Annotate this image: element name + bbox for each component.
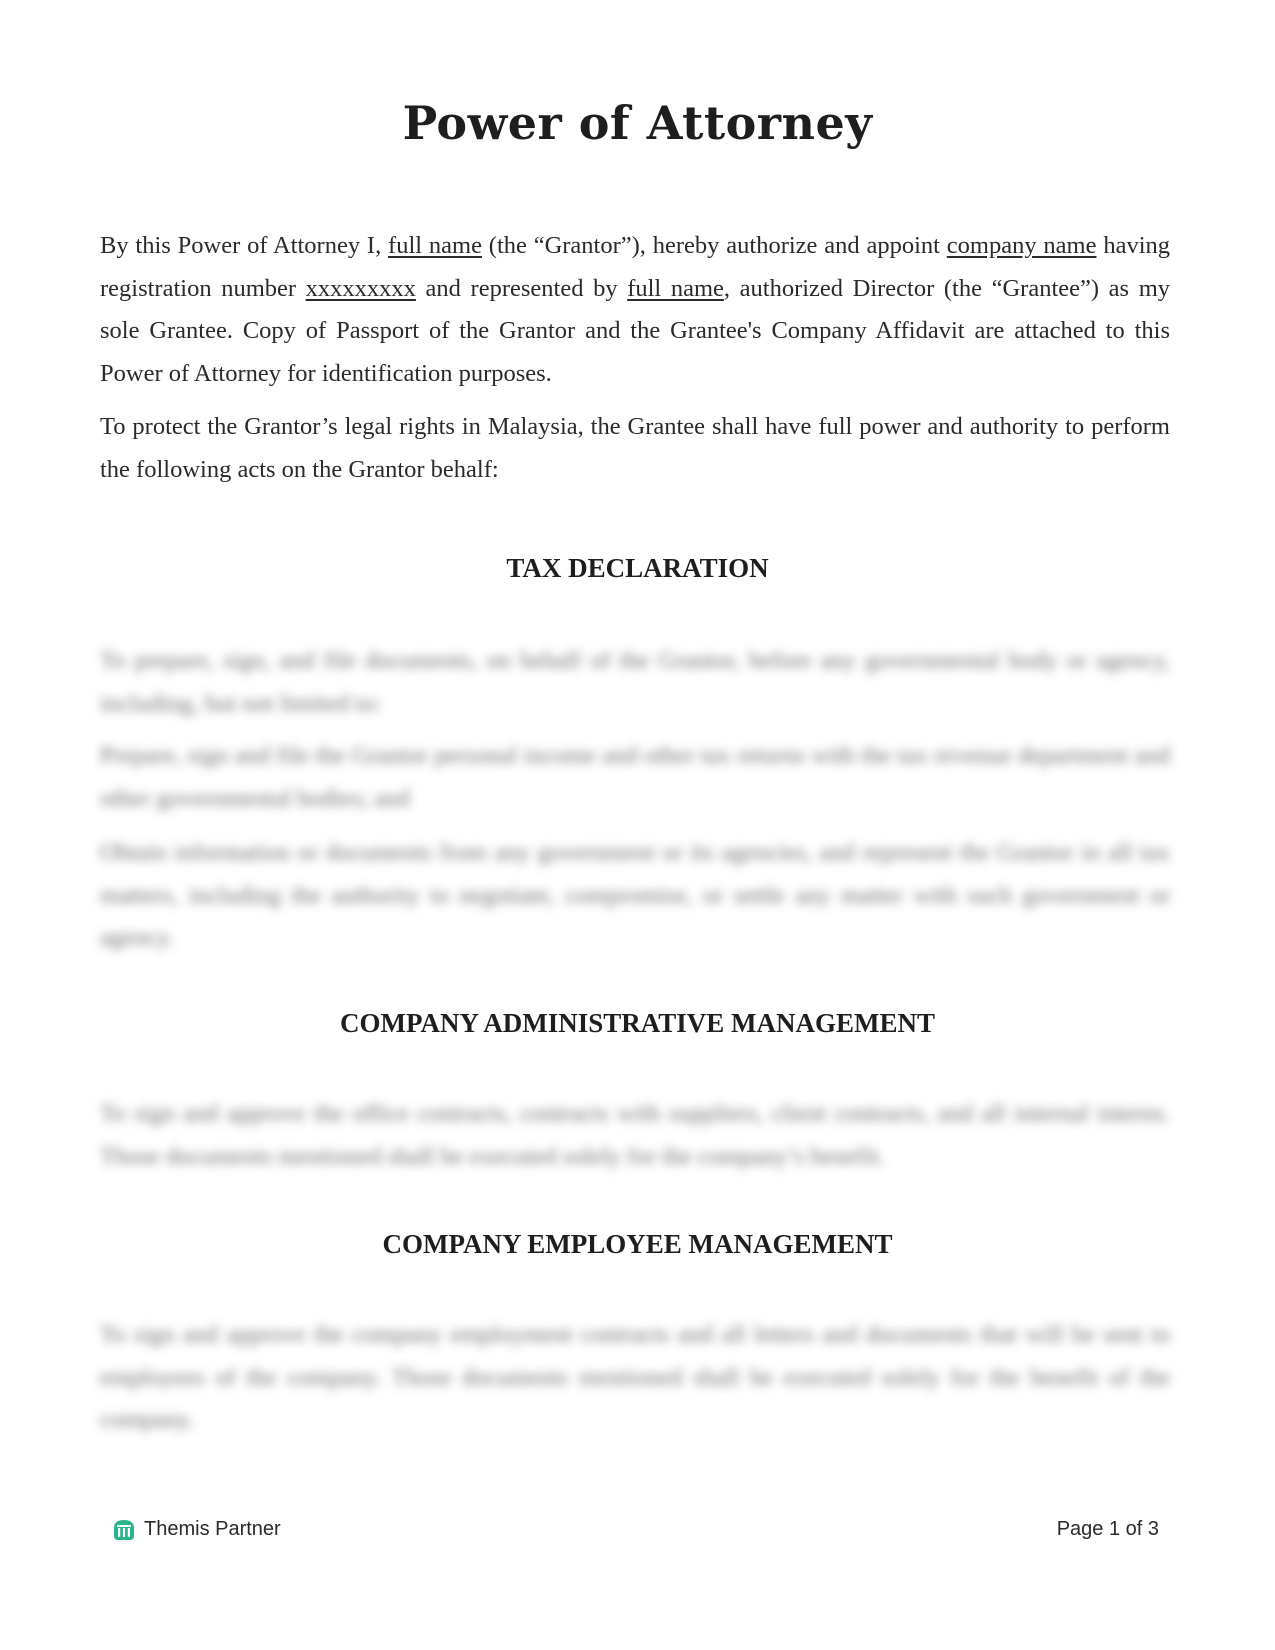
director-name-field: full name	[627, 274, 724, 302]
footer-brand	[112, 1518, 281, 1541]
intro-text-4: and represented by	[415, 274, 628, 302]
intro-text-3: having registration number	[100, 232, 1170, 302]
intro-text-5: , authorized Director (the “Grantee”) as my sole Grantee. Copy of Passport of the Grantor and the Grantee's Company Affidavit are attached to this Power of Attorney for identification purposes.	[100, 274, 1171, 387]
grantor-name-field: full name	[388, 232, 482, 259]
company-name-field: company name	[946, 232, 1097, 259]
intro-text-1: By this Power of Attorney I,	[100, 232, 389, 259]
section-heading-administrative-management: COMPANY ADMINISTRATIVE MANAGEMENT	[339, 1008, 935, 1038]
employee-paragraph: To sign and approve the company employment contracts and all letters and documents that will be sent to employees of the company. Those documents mentioned shall be executed solely for the benefit of the company.	[100, 1321, 1170, 1433]
tax-paragraph-2: Prepare, sign and file the Grantor personal income and other tax returns with the tax revenue department and other governmental bodies; and	[100, 742, 1170, 812]
intro-text-2: (the “Grantor”), hereby authorize and appoint	[481, 232, 947, 259]
tax-paragraph-1: To prepare, sign, and file documents, on behalf of the Grantor, before any governmental body or agency, including, but not limited to:	[100, 647, 1170, 717]
purpose-paragraph: To protect the Grantor’s legal rights in Malaysia, the Grantee shall have full power and authority to perform the following acts on the Grantor behalf:	[100, 413, 1170, 483]
tax-paragraph-3: Obtain information or documents from any government or its agencies, and represent the Grantor in all tax matters, including the authority to negotiate, compromise, or settle any matter with such government or agency.	[100, 839, 1170, 951]
administrative-paragraph: To sign and approve the office contracts, contracts with suppliers, client contracts, and all internal interns. Those documents mentioned shall be executed solely for the company’s benefit.	[100, 1100, 1170, 1170]
registration-number-field: xxxxxxxxx	[305, 274, 416, 302]
section-heading-tax-declaration: TAX DECLARATION	[506, 553, 769, 583]
intro-paragraph	[100, 225, 1170, 395]
pillar-logo-icon	[112, 1519, 136, 1541]
brand-name: Themis Partner	[144, 1518, 281, 1540]
document-title: Power of Attorney	[402, 96, 873, 150]
section-heading-employee-management: COMPANY EMPLOYEE MANAGEMENT	[382, 1229, 893, 1259]
page-number: Page 1 of 3	[1056, 1518, 1159, 1540]
